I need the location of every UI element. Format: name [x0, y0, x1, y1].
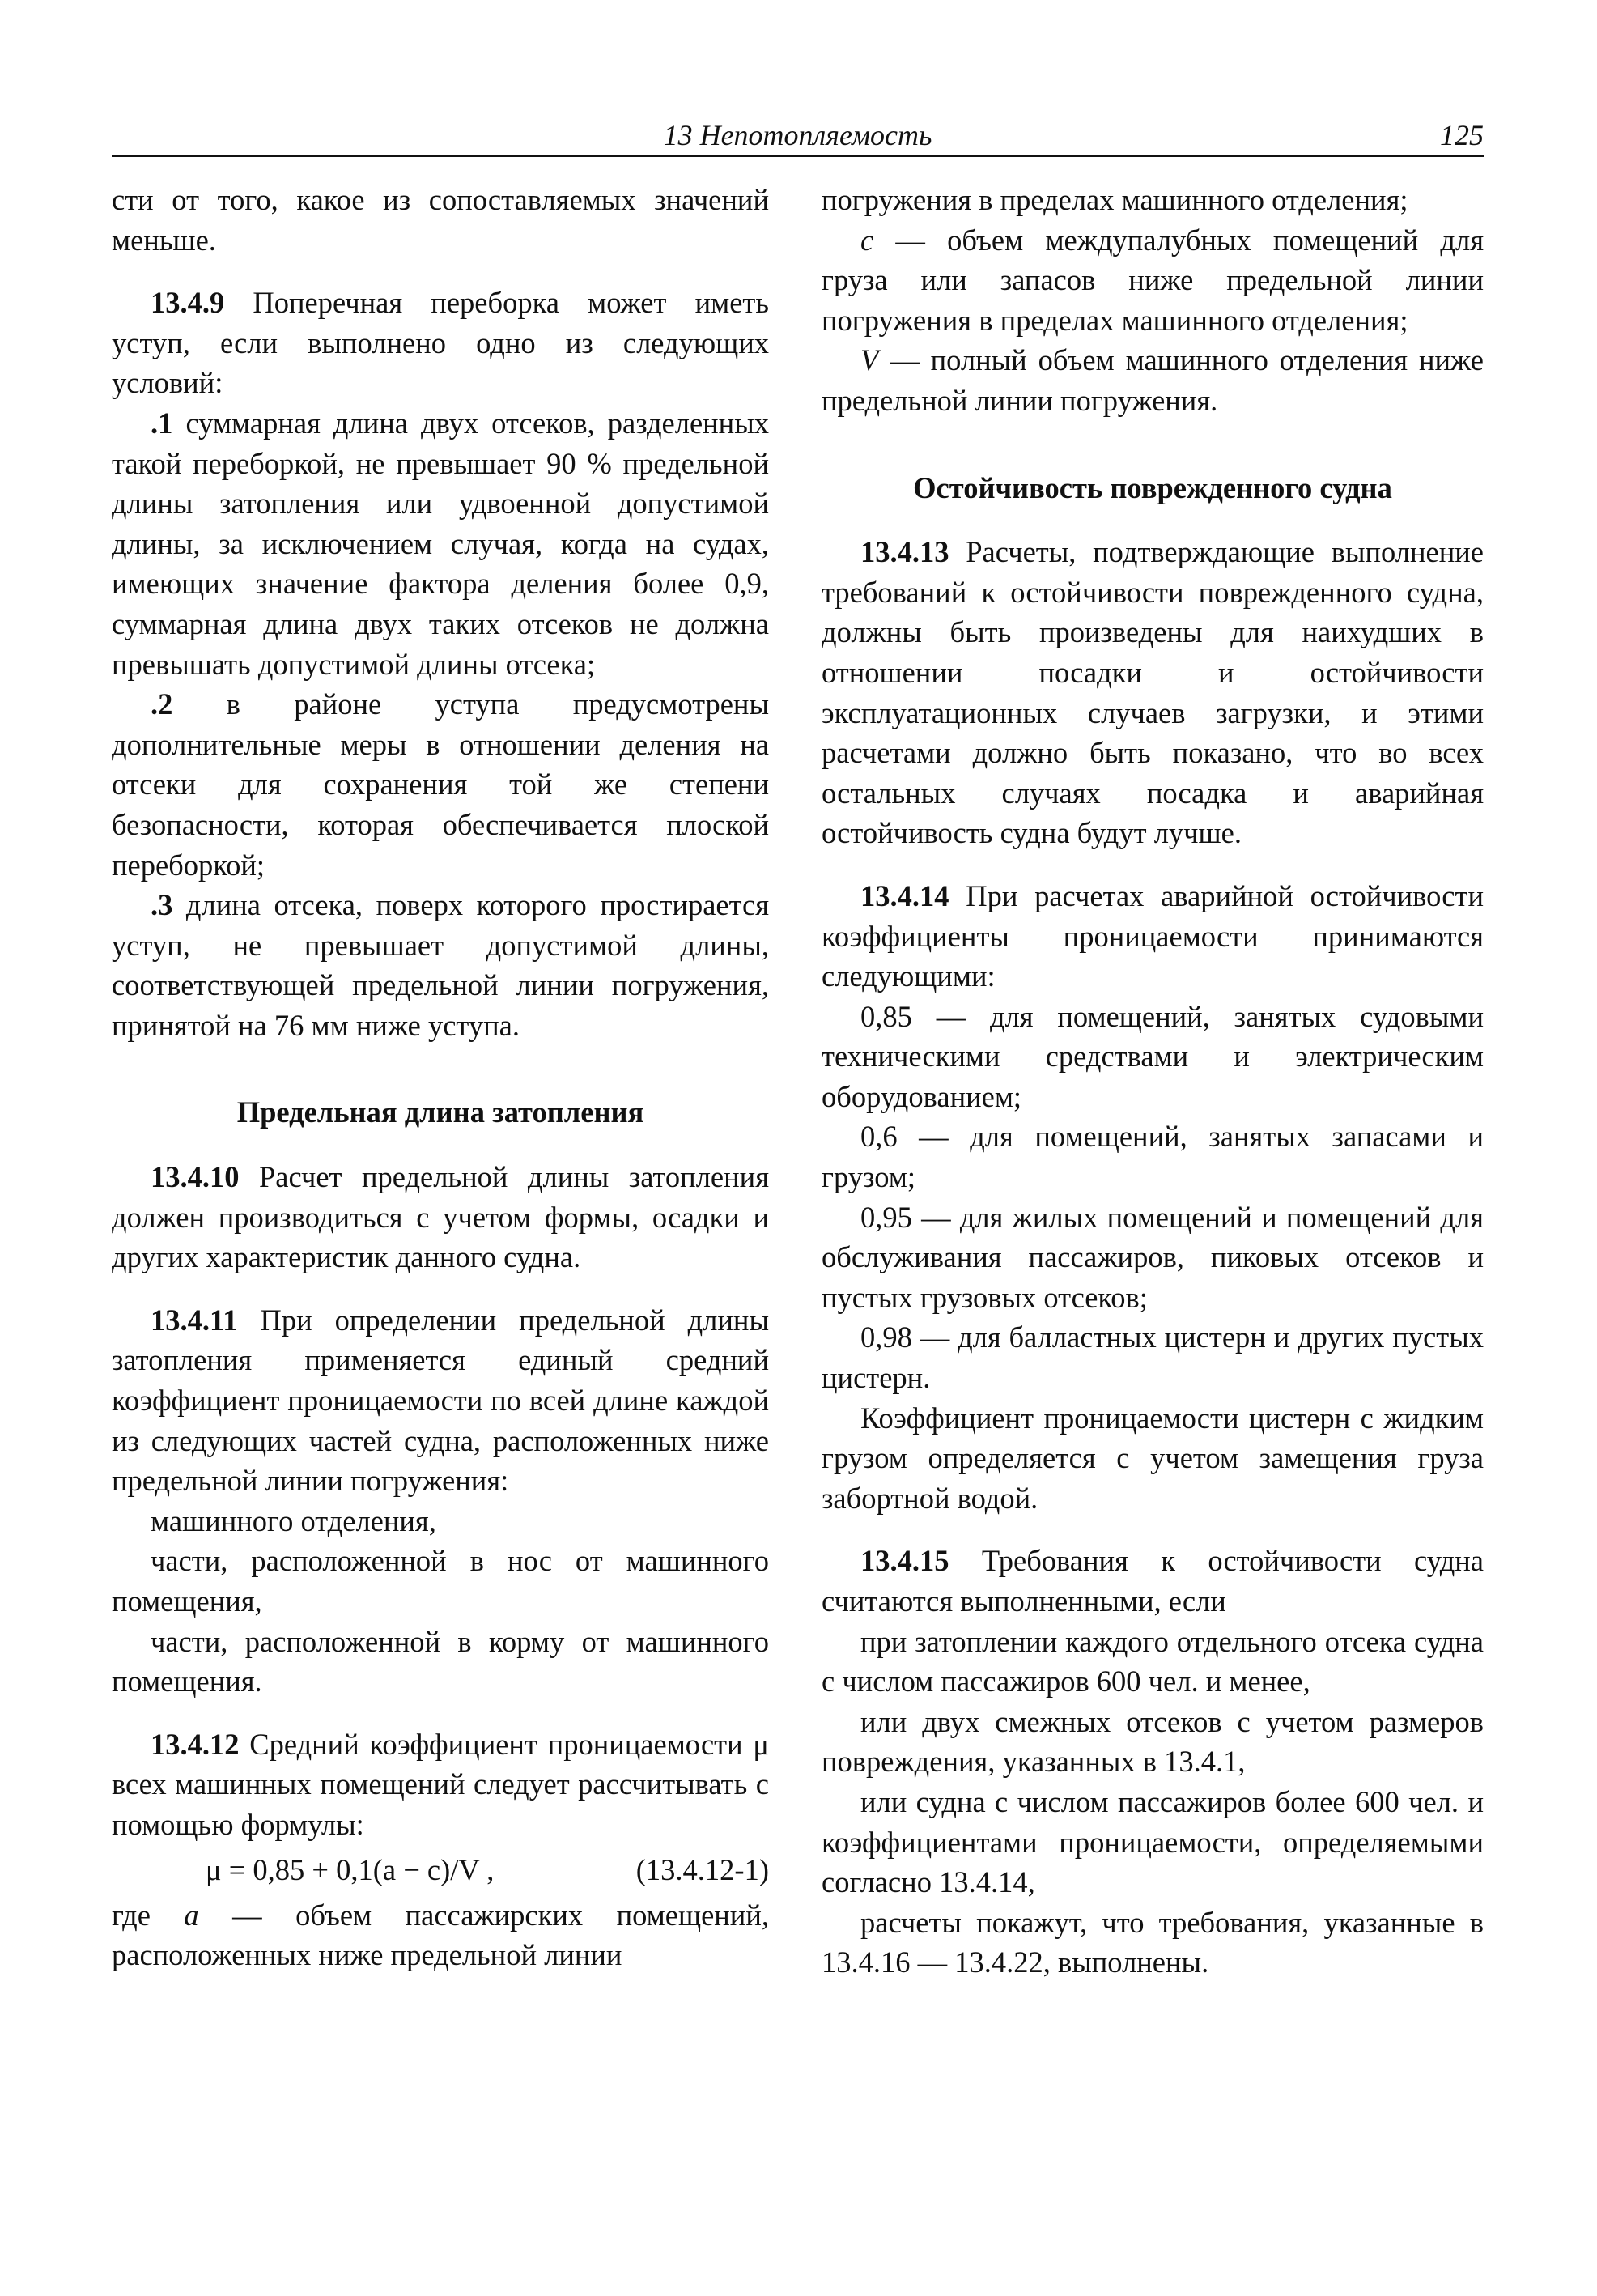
clause-13-4-15	[822, 1541, 1484, 1621]
clause-13-4-11	[112, 1300, 769, 1501]
paragraph: при затоплении каждого отдельного отсека судна с числом пассажиров 600 чел. и менее,	[822, 1624, 1484, 1699]
clause-text: При определении предельной длины затопления применяется единый средний коэффициент проницаемости по всей длине каждой из следующих частей судна, расположенных ниже предельной линии погружения:	[112, 1303, 769, 1498]
clause-text: При расчетах аварийной остойчивости коэффициенты проницаемости принимаются следующими:	[822, 878, 1484, 993]
clause-number: 13.4.14	[860, 878, 949, 912]
text-fragment: — объем междупалубных помещений для груза или запасов ниже предельной линии погружения в пределах машинного отделения;	[822, 223, 1484, 337]
paragraph: сти от того, какое из сопоставляемых значений меньше.	[112, 183, 769, 257]
variable-a: a	[184, 1898, 199, 1932]
clause-13-4-13	[822, 532, 1484, 853]
variable-c: c	[860, 223, 874, 257]
list-marker: .3	[151, 888, 173, 922]
clause-number: 13.4.13	[860, 535, 949, 569]
right-column	[822, 180, 1484, 1983]
formula-13-4-12-1	[112, 1845, 769, 1895]
list-text: длина отсека, поверх которого простирается уступ, не превышает допустимой длины, соответствующей предельной линии погружения, принятой на 76 мм ниже уступа.	[112, 888, 769, 1042]
clause-number: 13.4.10	[151, 1160, 240, 1194]
clause-number: 13.4.15	[860, 1544, 949, 1578]
list-item-2	[112, 684, 769, 885]
paragraph: 0,6 — для помещений, занятых запасами и грузом;	[822, 1120, 1484, 1194]
paragraph: расчеты покажут, что требования, указанные в 13.4.16 — 13.4.22, выполнены.	[822, 1905, 1484, 1979]
text-fragment: — полный объем машинного отделения ниже предельной линии погружения.	[822, 343, 1484, 417]
paragraph	[822, 220, 1484, 341]
clause-number: 13.4.9	[151, 286, 225, 320]
paragraph: части, расположенной в нос от машинного помещения,	[112, 1544, 769, 1618]
text-fragment: где	[112, 1898, 185, 1932]
list-marker: .1	[151, 406, 173, 440]
paragraph: Коэффициент проницаемости цистерн с жидким грузом определяется с учетом замещения груза забортной водой.	[822, 1401, 1484, 1515]
section-heading-flooding-length: Предельная длина затопления	[236, 1095, 644, 1129]
formula-expression: μ = 0,85 + 0,1(a − c)/V ,	[206, 1852, 495, 1886]
list-text: суммарная длина двух отсеков, разделенных такой переборкой, не превышает 90 % предельной длины затопления или удвоенной допустимой длины, за исключением случая, когда на судах, имеющих значение фактора деления более 0,9, суммарная длина двух таких отсеков не должна превышать допустимой длины отсека;	[112, 406, 769, 681]
clause-13-4-14	[822, 876, 1484, 997]
text-fragment: — объем пассажирских помещений, расположенных ниже предельной линии	[112, 1898, 769, 1972]
paragraph: или двух смежных отсеков с учетом размеров повреждения, указанных в 13.4.1,	[822, 1704, 1484, 1779]
page-number: 125	[1440, 119, 1484, 151]
paragraph: или судна с числом пассажиров более 600 чел. и коэффициентами проницаемости, определяемыми согласно 13.4.14,	[822, 1784, 1484, 1899]
running-header	[112, 113, 1484, 157]
clause-13-4-12	[112, 1724, 769, 1845]
clause-text: Средний коэффициент проницаемости μ всех машинных помещений следует рассчитывать с помощью формулы:	[112, 1727, 769, 1841]
clause-13-4-10	[112, 1157, 769, 1278]
paragraph: 0,98 — для балластных цистерн и других пустых цистерн.	[822, 1320, 1484, 1395]
chapter-title: 13 Непотопляемость	[663, 119, 932, 151]
paragraph: части, расположенной в корму от машинного помещения.	[112, 1624, 769, 1699]
clause-text: Расчеты, подтверждающие выполнение требований к остойчивости поврежденного судна, должны быть произведены для наихудших в отношении посадки и остойчивости эксплуатационных случаев загрузки, и этими расчетами должно быть показано, что во всех остальных случаях посадка и аварийная остойчивость судна будут лучше.	[822, 535, 1484, 850]
section-heading-damaged-stability: Остойчивость поврежденного судна	[913, 470, 1392, 504]
paragraph: погружения в пределах машинного отделения;	[822, 183, 1408, 216]
clause-number: 13.4.12	[151, 1727, 240, 1761]
paragraph: 0,85 — для помещений, занятых судовыми техническими средствами и электрическим оборудованием;	[822, 999, 1484, 1113]
paragraph: машинного отделения,	[151, 1503, 436, 1537]
list-item-3	[112, 885, 769, 1045]
clause-text: Поперечная переборка может иметь уступ, если выполнено одно из следующих условий:	[112, 286, 769, 400]
left-column	[112, 180, 769, 1975]
variable-v: V	[860, 343, 879, 377]
formula-number: (13.4.12-1)	[635, 1852, 769, 1886]
clause-text: Расчет предельной длины затопления должен производиться с учетом формы, осадки и других характеристик данного судна.	[112, 1160, 769, 1274]
paragraph	[112, 1895, 769, 1975]
clause-number: 13.4.11	[151, 1303, 238, 1337]
list-item-1	[112, 403, 769, 684]
list-text: в районе уступа предусмотрены дополнительные меры в отношении деления на отсеки для сохранения той же степени безопасности, которая обеспечивается плоской переборкой;	[112, 687, 769, 882]
clause-13-4-9	[112, 283, 769, 403]
clause-text: Требования к остойчивости судна считаются выполненными, если	[822, 1544, 1484, 1618]
paragraph	[822, 340, 1484, 420]
list-marker: .2	[151, 687, 173, 721]
paragraph: 0,95 — для жилых помещений и помещений для обслуживания пассажиров, пиковых отсеков и пустых грузовых отсеков;	[822, 1200, 1484, 1314]
